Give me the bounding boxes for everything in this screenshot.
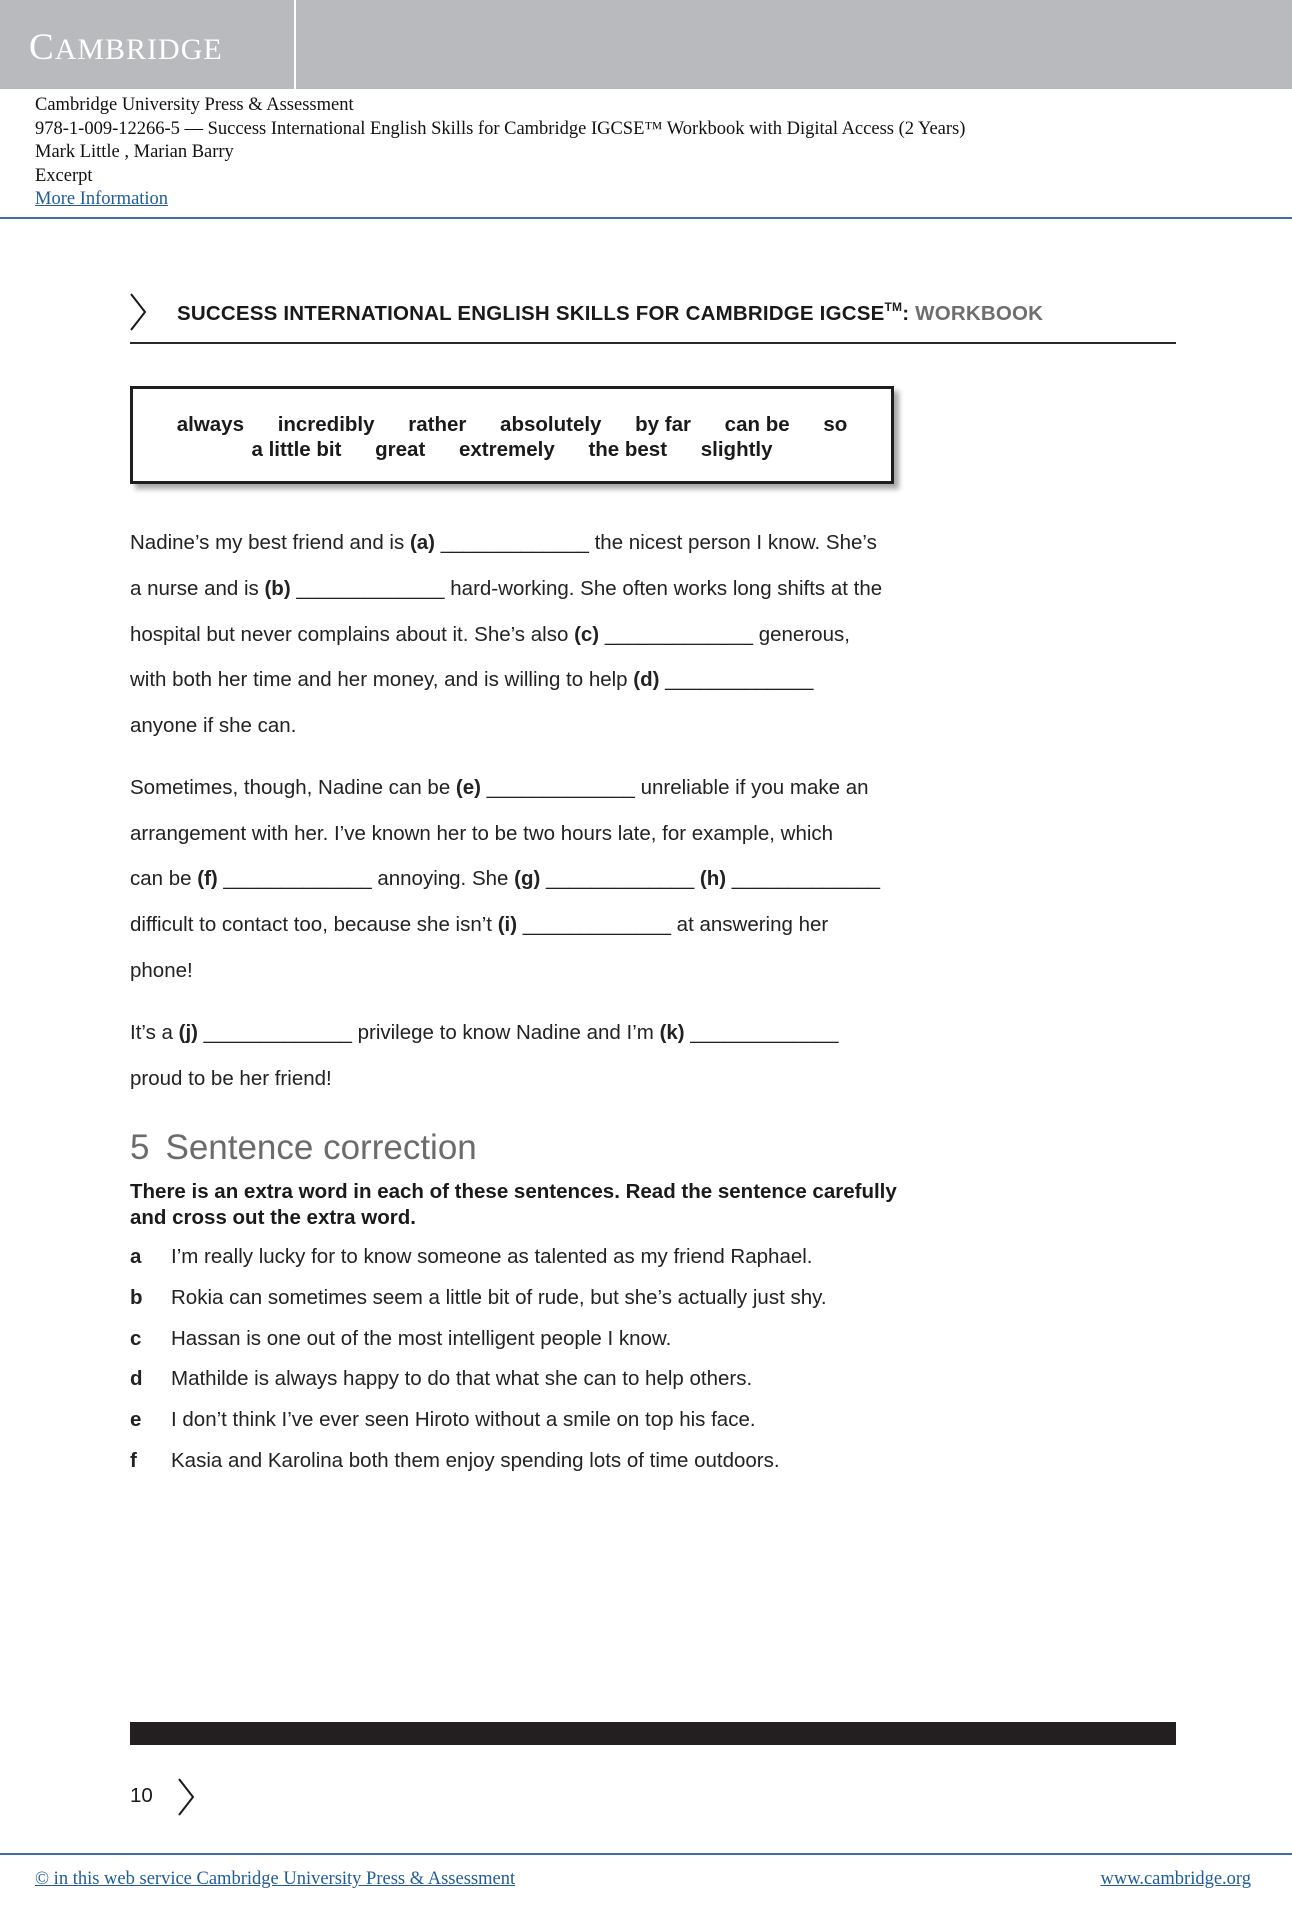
passage-text: _____________	[684, 1021, 839, 1044]
gap-label: (a)	[409, 531, 435, 554]
passage-line	[130, 776, 869, 800]
word-option: always	[176, 413, 244, 436]
passage-text: with both her time and her money, and is willing to help	[130, 668, 634, 691]
word-option: great	[375, 438, 426, 461]
section-instruction: There is an extra word in each of these sentences. Read the sentence carefully and cross out the extra word.	[130, 1180, 897, 1229]
passage-text: can be	[130, 867, 198, 890]
word-option: extremely	[459, 438, 555, 461]
passage-text: _____________ unreliable if you make an	[480, 776, 869, 799]
passage-line	[130, 714, 296, 738]
word-option: rather	[408, 413, 467, 436]
section-heading: 5 Sentence correction	[130, 1128, 477, 1167]
cambridge-logo: CAMBRIDGE	[29, 27, 223, 68]
footer-divider	[0, 1853, 1292, 1855]
passage-text: _____________ at answering her	[517, 913, 829, 936]
excerpt-label: Excerpt	[35, 165, 93, 186]
gap-label: (b)	[264, 577, 291, 600]
gap-label: (i)	[497, 913, 518, 936]
gap-label: (f)	[197, 867, 218, 890]
passage-text: arrangement with her. I’ve known her to be two hours late, for example, which	[130, 822, 834, 845]
running-header: SUCCESS INTERNATIONAL ENGLISH SKILLS FOR CAMBRIDGE IGCSE™: WORKBOOK	[177, 300, 1044, 325]
passage-text: It’s a	[130, 1021, 179, 1044]
gap-label: (h)	[699, 867, 727, 890]
isbn-title: 978-1-009-12266-5 — Success International English Skills for Cambridge IGCSE™ Workbook with Digital Access (2 Years)	[35, 118, 966, 139]
word-option: slightly	[700, 438, 773, 461]
passage-line	[130, 959, 193, 983]
publisher-name: Cambridge University Press & Assessment	[35, 95, 354, 115]
passage-text: _____________	[726, 867, 881, 890]
running-header-section: WORKBOOK	[915, 302, 1044, 325]
passage-text: _____________ privilege to know Nadine and I’m	[197, 1021, 660, 1044]
chevron-right-icon	[176, 1777, 196, 1817]
gap-label: (j)	[178, 1021, 198, 1044]
header-divider	[0, 217, 1292, 219]
passage-line	[130, 1021, 839, 1045]
passage-text: a nurse and is	[130, 577, 265, 600]
passage-line	[130, 577, 882, 601]
passage-line	[130, 1067, 332, 1091]
gap-label: (e)	[455, 776, 481, 799]
passage-line	[130, 623, 850, 647]
footer-bar	[130, 1722, 1176, 1745]
passage-text: anyone if she can.	[130, 714, 297, 737]
authors: Mark Little , Marian Barry	[35, 142, 234, 162]
word-option: so	[823, 413, 848, 436]
passage-text: _____________ generous,	[599, 623, 850, 646]
passage-text: _____________ hard-working. She often works long shifts at the	[290, 577, 883, 600]
word-option: by far	[635, 413, 691, 436]
passage-text: _____________	[540, 867, 700, 890]
publisher-banner	[0, 0, 1292, 89]
passage-line	[130, 867, 880, 891]
gap-label: (c)	[574, 623, 600, 646]
book-metadata	[35, 94, 965, 212]
word-option: the best	[588, 438, 668, 461]
passage-text: _____________	[659, 668, 814, 691]
passage-line	[130, 913, 828, 937]
word-option: can be	[724, 413, 790, 436]
passage-text: Nadine’s my best friend and is	[130, 531, 410, 554]
gap-label: (d)	[633, 668, 660, 691]
word-option: a little bit	[251, 438, 342, 461]
word-option: absolutely	[500, 413, 602, 436]
page-number: 10	[130, 1784, 153, 1807]
passage-text: _____________ annoying. She	[217, 867, 515, 890]
word-option: incredibly	[277, 413, 375, 436]
passage-text: proud to be her friend!	[130, 1067, 332, 1090]
passage-line	[130, 822, 833, 846]
passage-text: _____________ the nicest person I know. She’s	[435, 531, 877, 554]
banner-divider	[294, 0, 296, 89]
passage-text: difficult to contact too, because she isn’t	[130, 913, 498, 936]
more-information-link[interactable]: More Information	[35, 189, 169, 209]
copyright-link[interactable]: © in this web service Cambridge University Press & Assessment	[35, 1869, 516, 1889]
passage-text: phone!	[130, 959, 193, 982]
word-box	[130, 386, 894, 484]
passage-text: Sometimes, though, Nadine can be	[130, 776, 456, 799]
word-box-row-2	[133, 438, 891, 462]
gap-label: (g)	[514, 867, 541, 890]
word-box-row-1	[133, 413, 891, 437]
running-header-rule	[130, 342, 1176, 344]
passage-line	[130, 668, 813, 692]
chevron-right-icon	[128, 292, 148, 332]
passage-line	[130, 531, 877, 555]
passage-text: hospital but never complains about it. She’s also	[130, 623, 575, 646]
gap-label: (k)	[659, 1021, 685, 1044]
cambridge-website-link[interactable]: www.cambridge.org	[1100, 1869, 1251, 1889]
